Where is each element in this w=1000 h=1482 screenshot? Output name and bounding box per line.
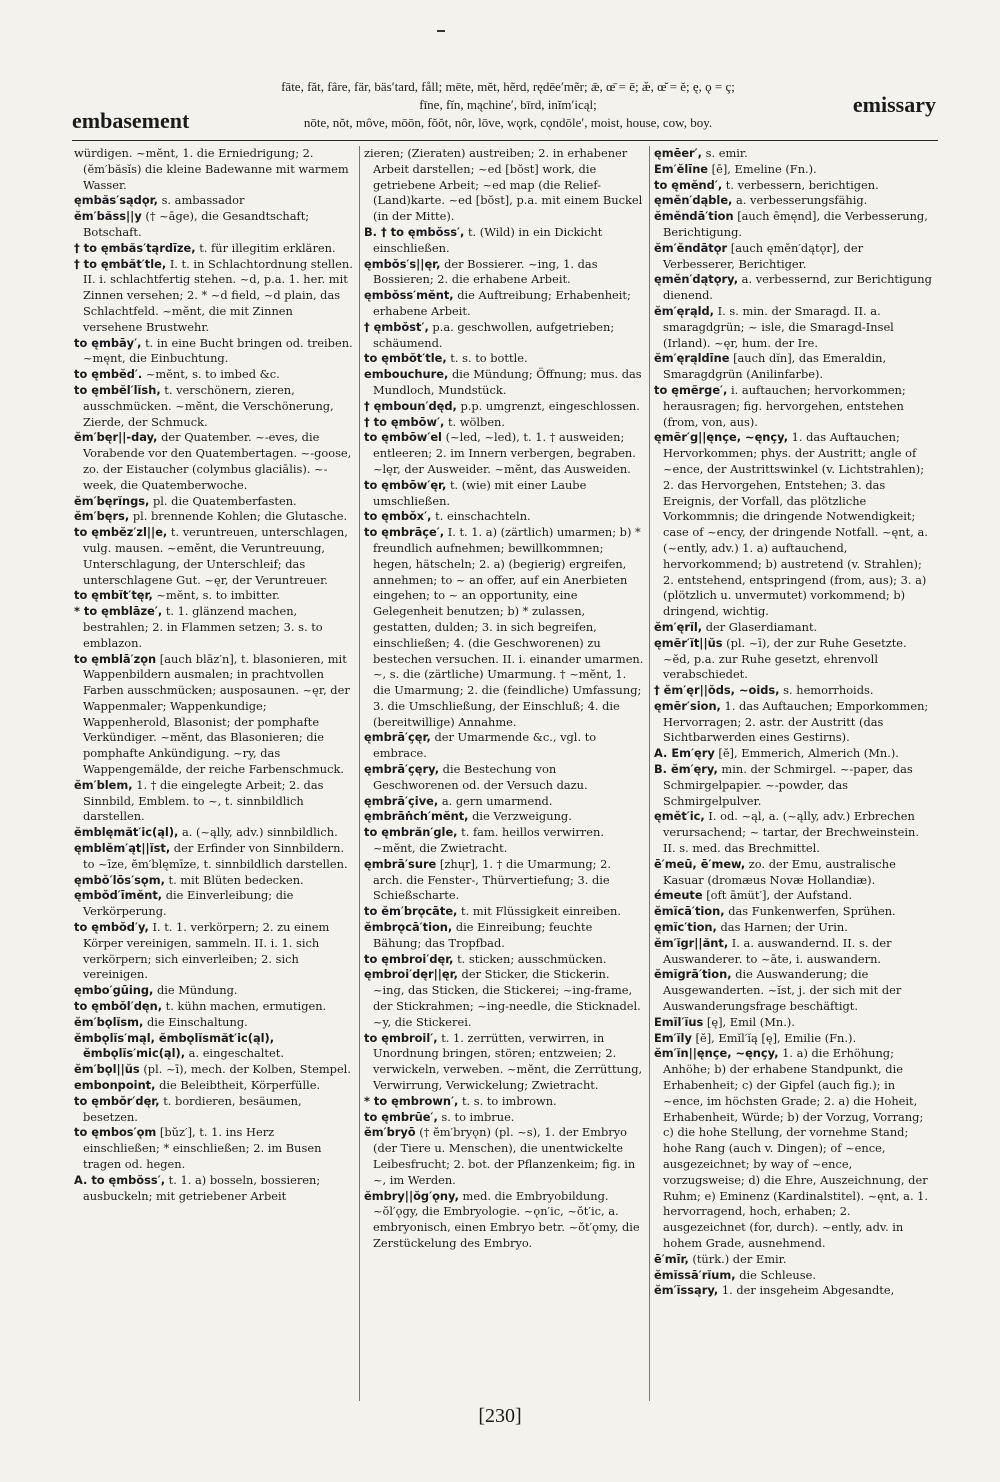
dictionary-entry [364,825,644,857]
headword: B. ĕm′ęry, [654,762,718,777]
dictionary-entry [654,762,934,809]
headword: † to ęmbăs′tąrdīze, [74,240,196,255]
dictionary-entry [654,746,934,762]
definition-text: [bŭz′], t. 1. ins Herz einschließen; * einschließen; 2. im Busen tragen od. hegen. [83,1125,322,1171]
dictionary-entry [364,920,644,952]
dictionary-entry [74,841,354,873]
column-1 [74,146,354,1401]
dictionary-entry [364,430,644,477]
dictionary-entry [654,699,934,746]
headword: † ęmbŏst′, [364,319,429,334]
definition-text: [ē], Emeline (Fn.). [711,161,817,176]
dictionary-entry [654,920,934,936]
dictionary-entry [364,225,644,257]
definition-text: t. (wie) mit einer Laube umschließen. [373,477,587,508]
headword: A. Em′ęry [654,746,715,761]
dictionary-entry [74,209,354,241]
definition-text: 1. das Auftauchen; Hervorkommen; phys. der Austritt; angle of ~ence, der Austrittswinkel (v. Lichtstrahlen); 2. das Hervorgehen, Entstehen; 3. das Ereignis, der Vorfall, das plötzliche Vorkommnis; die dringende Notwendigkeit; case of ~ency, der dringende Notfall. ~ęnt, a. (~ently, adv.) 1. a) auftauchend, hervorkommend; b) austretend (v. Strahlen); 2. entstehend, entspringend (from, aus); 3. a) (plötzlich u. unvermutet) vorkommend; b) dringend, wichtig. [663,430,928,619]
headword: to ęmbŏt′tle, [364,351,447,366]
definition-text: pl. brennende Kohlen; die Glutasche. [132,509,348,524]
dictionary-entry [74,778,354,825]
headword: embonpoint, [74,1078,156,1093]
headword: to ęmĕnd′, [654,177,723,192]
definition-text: [oft āmüt′], der Aufstand. [706,888,853,903]
definition-text: [auch ęmĕn′dątǫr], der Verbesserer, Berichtiger. [663,240,864,271]
dictionary-entry [654,936,934,968]
headword: ĕmbry||ŏg′ǫny, [364,1188,459,1203]
right-guide-word: emissary [852,92,936,117]
definition-text: († ~āge), die Gesandtschaft; Botschaft. [83,209,310,239]
headword: ęmbrāṅch′mĕnt, [364,809,469,824]
definition-text: die Schleuse. [739,1267,816,1282]
definition-text: die Bestechung von Geschworenen od. der Versuch dazu. [373,762,588,792]
headword: ĕm′ĭn||ęnçe, ~ęnçy, [654,1046,779,1061]
dictionary-entry [74,873,354,889]
dictionary-entry [654,241,934,273]
running-header [70,78,936,138]
definition-text: p.p. umgrenzt, eingeschlossen. [460,398,640,413]
headword: ęmbŏd′īmĕnt, [74,888,163,903]
headword: † ęmboun′dęd, [364,398,457,413]
definition-text: (pl. ~ī), der zur Ruhe Gesetzte. ~ĕd, p.a. zur Ruhe gesetzt, ehrenvoll verabschiedet. [663,635,907,682]
column-divider [649,146,650,1401]
dictionary-entry [74,241,354,257]
headword: ĕm′bęrs, [74,509,130,524]
definition-text: die Einreibung; feuchte Bähung; das Tropfbad. [373,920,593,950]
dictionary-entry [74,193,354,209]
headword: to ęmbōw′el [364,430,442,445]
headword: ĕm′ęrĭl, [654,619,703,634]
top-mark [437,30,445,32]
headword: ĕm′bęr||-day, [74,430,158,445]
definition-text: min. der Schmirgel. ~-paper, das Schmirgelpapier. ~-powder, das Schmirgelpulver. [663,762,913,808]
definition-text: zo. der Emu, australische Kasuar (dromæus Novæ Hollandiæ). [663,856,896,887]
dictionary-entry [654,1015,934,1031]
headword: to ęmbrăn′gle, [364,825,458,840]
dictionary-entry [654,146,934,162]
dictionary-entry [364,415,644,431]
headword: ĕmbǫlĭs′mąl, ĕmbǫlĭsmăt′ic(ąl), ĕmbǫlĭs′mic(ąl), [74,1030,275,1061]
headword: ęmbăs′sądǫr, [74,193,158,208]
headword: ĕmĭcā′tion, [654,904,725,919]
dictionary-entry [654,904,934,920]
headword: ęmbrā′çive, [364,793,439,808]
definition-text: das Funkenwerfen, Sprühen. [728,904,896,919]
dictionary-entry [654,809,934,856]
definition-text: die Auftreibung; Erhabenheit; erhabene Arbeit. [373,288,631,318]
headword: to ęmbĭt′tęr, [74,588,153,603]
definition-text: I. od. ~ąl, a. (~ąlly, adv.) Erbrechen verursachend; ~ tartar, der Brechweinstein. II. s. med. das Brechmittel. [663,809,919,856]
dictionary-entry [74,1094,354,1126]
definition-text: die Einschaltung. [147,1014,248,1029]
dictionary-entry [74,494,354,510]
dictionary-entry [364,794,644,810]
headword: † to ęmbăt′tle, [74,256,167,271]
dictionary-entry [654,193,934,209]
dictionary-entry [654,1046,934,1251]
dictionary-entry [364,1125,644,1188]
dictionary-entry [74,999,354,1015]
dictionary-entry [654,209,934,241]
definition-text: [ę], Emil (Mn.). [706,1014,795,1029]
dictionary-entry [654,1252,934,1268]
headword: ęmẽr′sion, [654,698,721,713]
definition-text: [auch dĭn], das Emeraldin, Smaragdgrün (Anilinfarbe). [663,351,887,382]
dictionary-entry [654,888,934,904]
headword: A. to ęmbŏss′, [74,1172,166,1187]
definition-text: t. mit Flüssigkeit einreiben. [461,904,621,919]
headword: ęmblĕm′ąt||ĭst, [74,841,171,856]
dictionary-entry [654,683,934,699]
dictionary-entry [74,983,354,999]
dictionary-entry [74,383,354,430]
dictionary-entry [74,525,354,588]
dictionary-entry [364,288,644,320]
headword: to ęmbrāçe′, [364,525,445,540]
definition-text: a. verbessernd, zur Berichtigung dienend. [663,272,932,303]
headword: ęmĕn′dątǫry, [654,272,739,287]
headword: to ęmbĕd′. [74,367,143,382]
definition-text: (pl. ~ī), mech. der Kolben, Stempel. [143,1062,351,1077]
headword: ĕm′ĕndātǫr [654,240,728,255]
definition-text: t. für illegitim erklären. [199,240,336,255]
definition-text: der Sticker, die Stickerin. ~ing, das Sticken, die Stickerei; ~ing-frame, der Stickrahmen; ~ing-needle, die Sticknadel. ~y, die Stickerei. [373,967,641,1029]
definition-text: der Glaserdiamant. [705,619,818,634]
definition-text: die Mündung. [156,983,238,998]
dictionary-entry [364,257,644,289]
headword: ĕm′bǫl||ŭs [74,1062,140,1077]
headword: ęmĕt′ic, [654,809,705,824]
dictionary-entry [654,304,934,351]
headword: ęmẽr′ĭt||ŭs [654,635,723,650]
headword: to ĕm′brǫcāte, [364,904,458,919]
dictionary-entry [364,367,644,399]
headword: ęmbŏs′s||ęr, [364,256,441,271]
headword: * to ęmblāze′, [74,604,163,619]
headword: ęmẽr′g||ęnçe, ~ęnçy, [654,430,789,445]
definition-text: I. t. in Schlachtordnung stellen. II. i. schlachtfertig stehen. ~d, p.a. 1. her. mit Zinnen versehen; 2. * ~d field, ~d plain, das Schlachtfeld. ~mĕnt, die mit Zinnen versehene Brustwehr. [83,256,353,334]
headword: ĕm′băss||y [74,209,142,224]
dictionary-entry [654,967,934,1014]
dictionary-entry [364,967,644,1030]
pronunciation-line: fīne, fĭn, mąchine′, bīrd, inĭm′icąl; [419,97,597,112]
headword: † ĕm′ęr||ŏds, ~oids, [654,683,780,698]
definition-text: p.a. geschwollen, aufgetrieben; schäumend. [373,319,615,350]
dictionary-entry [74,257,354,336]
dictionary-entry [74,652,354,778]
definition-text: a. gern umarmend. [441,793,553,808]
headword: to ęmbŏd′y, [74,920,149,935]
definition-text: a. verbesserungsfähig. [736,193,868,208]
definition-text: ~mĕnt, s. to imbitter. [156,588,280,603]
headword: émeute [654,888,703,903]
definition-text: t. sticken; ausschmücken. [457,951,607,966]
dictionary-entry [654,178,934,194]
headword: ĕmĕndā′tion [654,209,734,224]
definition-text: t. 1. a) bosseln, bossieren; ausbuckeln; mit getriebener Arbeit [83,1172,321,1203]
left-guide-word: embasement [72,108,190,133]
definition-text: t. veruntreuen, unterschlagen, vulg. mausen. ~emĕnt, die Veruntreuung, Unterschlagung, der Unterschleif; das unterschlagene Gut. ~ęr, der Veruntreuer. [83,525,348,587]
pronunciation-line: fāte, făt, fâre, fär, bäs′tard, fåll; mēte, mĕt, hẽrd, rędēe′mẽr; ǣ, œ̄ = ē; æ̆, œ̆ = ĕ; ę, ǫ = ç; [281,79,735,94]
headword: to ęmbrūe′, [364,1109,438,1124]
header-rule [72,140,938,141]
headword: to ęmbroil′, [364,1030,438,1045]
dictionary-entry [654,272,934,304]
dictionary-entry [654,162,934,178]
definition-text: die Beleibtheit, Körperfülle. [159,1078,321,1093]
dictionary-entry [364,399,644,415]
dictionary-entry [74,336,354,368]
definition-text: (~led, ~led), t. 1. † ausweiden; entleeren; 2. im Innern verbergen, begraben. ~lęr, der Ausweider. ~mĕnt, das Ausweiden. [373,430,636,476]
headword: ĕm′ĭssąry, [654,1283,719,1298]
dictionary-entry [364,952,644,968]
dictionary-entry [654,383,934,430]
headword: ęmbo′gūing, [74,983,154,998]
definition-text: med. die Embryobildung. ~ŏl′ǫgy, die Embryologie. ~ǫn′ic, ~ŏt′ic, a. embryonisch, einen Embryo betr. ~ŏt′ǫmy, die Zerstückelung des Embryo. [373,1188,640,1250]
column-divider [359,146,360,1401]
page-number: [230] [478,1405,522,1427]
dictionary-entry [364,904,644,920]
headword: Em′ĭly [654,1030,692,1045]
dictionary-entry [364,525,644,730]
dictionary-entry [364,762,644,794]
definition-text: die Mündung; Öffnung; mus. das Mundloch, Mundstück. [373,367,642,397]
headword: Em′ĕlīne [654,161,709,176]
definition-text: die Verzweigung. [472,809,572,824]
dictionary-entry [364,1189,644,1252]
definition-text: i. auftauchen; hervorkommen; herausragen; fig. hervorgehen, entstehen (from, von, aus). [663,382,906,429]
definition-text: a. (~ąlly, adv.) sinnbildlich. [182,825,338,840]
dictionary-entry [654,1283,934,1299]
dictionary-entry [364,1094,644,1110]
dictionary-entry [74,825,354,841]
headword: ęmĕn′dąble, [654,193,733,208]
definition-text: [auch blāz′n], t. blasonieren, mit Wappenbildern ausmalen; in prachtvollen Farben ausschmücken; ausposaunen. ~ęr, der Wappenmaler; Wappenkundige; Wappenherold, Blasonist; der pomphafte Verkündiger. ~mĕnt, das Blasonieren; die pomphafte Ankündigung. ~ry, das Wappengemälde, der reiche Farbenschmuck. [83,651,350,777]
dictionary-entry [654,857,934,889]
dictionary-entry [364,809,644,825]
definition-text: die Auswanderung; die Ausgewanderten. ~ĭst, j. der sich mit der Auswanderungsfrage beschäftigt. [663,967,902,1014]
headword: ęmbroi′dęr||ęr, [364,967,458,982]
dictionary-entry [654,1268,934,1284]
headword: ęmbrā′sure [364,856,437,871]
definition-text: 1. das Auftauchen; Emporkommen; Hervorragen; 2. astr. der Austritt (das Sichtbarwerden eines Gestirns). [663,698,929,745]
dictionary-entry [74,1125,354,1172]
definition-text: s. ambassador [161,193,245,208]
definition-text: ~mĕnt, s. to imbed &c. [145,367,280,382]
dictionary-entry [654,636,934,683]
definition-text: (türk.) der Emir. [692,1251,787,1266]
definition-text: t. mit Blüten bedecken. [168,872,304,887]
dictionary-entry [74,1173,354,1205]
definition-text: t. 1. zerrütten, verwirren, in Unordnung bringen, stören; entzweien; 2. verwickeln, verweben. ~mĕnt, die Zerrüttung, Verwirrung, Verwickelung; Zwietracht. [373,1030,643,1093]
headword: to ęmblā′zǫn [74,651,157,666]
dictionary-entry [74,1062,354,1078]
dictionary-entry [74,604,354,651]
dictionary-entry [364,478,644,510]
definition-text: († ĕm′bryǫn) (pl. ~s), 1. der Embryo (der Tiere u. Menschen), die unentwickelte Leibesfrucht; 2. bot. der Pflanzenkeim; fig. in ~, im Werden. [373,1125,636,1187]
dictionary-entry [364,146,644,225]
definition-text: 1. † die eingelegte Arbeit; 2. das Sinnbild, Emblem. to ~, t. sinnbildlich darstellen. [83,777,324,824]
dictionary-entry [364,509,644,525]
headword: ęmbrā′çęr, [364,730,431,745]
definition-text: würdigen. ~mĕnt, 1. die Erniedrigung; 2. (ĕm′băsĭs) die kleine Badewanne mit warmem Wasser. [74,146,349,192]
headword: ęmbŏ′lōs′sǫm, [74,872,165,887]
definition-text: [ĕ], Emmerich, Almerich (Mn.). [718,746,899,761]
dictionary-entry [654,620,934,636]
definition-text: I. t. 1. a) (zärtlich) umarmen; b) * freundlich aufnehmen; bewillkommnen; hegen, hätscheln; 2. a) (begierig) ergreifen, annehmen; to ~ an offer, auf ein Anerbieten eingehen; to ~ an opportunity, eine Gelegenheit benutzen; b) * zulassen, gestatten, dulden; 3. in sich begreifen, einschließen; 4. (die Geschworenen) zu bestechen versuchen. II. i. einander umarmen. ~, s. die (zärtliche) Umarmung. † ~mĕnt, 1. die Umarmung; 2. die (feindliche) Umfassung; 3. die Umschließung, der Einschluß; 4. die (bereitwillige) Annahme. [373,525,644,729]
definition-text: t. (Wild) in ein Dickicht einschließen. [373,224,603,255]
pronunciation-key [228,78,788,132]
entry-columns [74,146,938,1401]
definition-text: 1. der insgeheim Abgesandte, [721,1283,895,1298]
headword: to ęmbroi′dęr, [364,951,454,966]
headword: to ęmbŏl′dęn, [74,999,163,1014]
definition-text: das Harnen; der Urin. [720,920,848,935]
headword: ĕm′bęrĭngs, [74,493,150,508]
dictionary-entry [654,430,934,620]
headword: ęmbŏss′mĕnt, [364,288,454,303]
dictionary-entry [654,1031,934,1047]
dictionary-entry [364,1110,644,1126]
definition-text: der Bossierer. ~ing, 1. das Bossieren; 2. die erhabene Arbeit. [373,256,598,287]
definition-text: [ĕ], Emĭl′ĭą [ę], Emilie (Fn.). [695,1030,857,1045]
definition-text: t. wölben. [447,414,506,429]
definition-text: s. to imbrue. [441,1109,515,1124]
definition-text: t. einschachteln. [435,509,531,524]
dictionary-entry [364,1031,644,1094]
headword: † to ęmbōw′, [364,414,445,429]
headword: to ęmbĕl′lĭsh, [74,382,161,397]
headword: to ęmẽrge′, [654,382,728,397]
definition-text: [zhųr], 1. † die Umarmung; 2. arch. die Fenster-, Thürvertiefung; 3. die Schießscharte. [373,856,611,903]
column-2 [364,146,644,1401]
headword: to ęmbŏr′dęr, [74,1093,160,1108]
dictionary-entry [74,588,354,604]
headword: B. † to ęmbŏss′, [364,224,465,239]
headword: ĕm′blem, [74,777,133,792]
definition-text: I. t. 1. verkörpern; 2. zu einem Körper vereinigen, sammeln. II. i. 1. sich verkörpern; sich einverleiben; 2. sich vereinigen. [83,920,330,982]
headword: to ęmbāy′, [74,335,142,350]
definition-text: t. bordieren, besäumen, besetzen. [83,1093,302,1124]
definition-text: die Einverleibung; die Verkörperung. [83,888,294,919]
headword: to ęmbōw′ęr, [364,477,447,492]
dictionary-entry [74,1031,354,1063]
headword: to ęmbos′ǫm [74,1125,157,1140]
definition-text: I. a. auswandernd. II. s. der Auswanderer. to ~āte, i. auswandern. [663,935,892,966]
headword: * to ęmbrown′, [364,1093,459,1108]
definition-text: t. s. to bottle. [450,351,528,366]
dictionary-entry [74,1015,354,1031]
headword: ĕm′ęrąldīne [654,351,730,366]
definition-text: der Quatember. ~-eves, die Vorabende vor den Quatembertagen. ~-goose, zo. der Eistaucher (colymbus glaciālis). ~-week, die Quatemberwoche. [83,430,352,492]
definition-text: s. emir. [705,146,748,160]
headword: to ęmbŏx′, [364,509,432,524]
dictionary-entry [364,351,644,367]
definition-text: t. 1. glänzend machen, bestrahlen; 2. in Flammen setzen; 3. s. to emblazon. [83,604,323,650]
definition-text: t. verschönern, zieren, ausschmücken. ~mĕnt, die Verschönerung, Zierde, der Schmuck. [83,382,334,429]
definition-text: t. kühn machen, ermutigen. [165,999,327,1014]
pronunciation-line: nōte, nŏt, môve, mōōn, fŏŏt, nôr, lōve, wǫrk, cǫndōle′, moist, house, cow, boy. [303,115,713,130]
definition-text: [auch ēmęnd], die Verbesserung, Berichtigung. [663,209,928,239]
dictionary-entry [74,920,354,983]
dictionary-entry [74,1078,354,1094]
definition-text: a. eingeschaltet. [188,1046,284,1061]
headword: ęmbrā′çęry, [364,762,440,777]
definition-text: s. hemorrhoids. [783,683,874,698]
headword: ē′mīr, [654,1251,689,1266]
dictionary-entry [74,509,354,525]
headword: ĕmblęmăt′ic(ąl), [74,825,179,840]
definition-text: t. verbessern, berichtigen. [725,177,879,192]
definition-text: t. fam. heillos verwirren. ~mĕnt, die Zwietracht. [373,825,604,856]
headword: ĕm′ĭgr||ănt, [654,935,729,950]
definition-text: t. in eine Bucht bringen od. treiben. ~męnt, die Einbuchtung. [83,335,353,366]
definition-text: pl. die Quatemberfasten. [153,493,297,508]
dictionary-entry [74,430,354,493]
headword: ĕm′ęrąld, [654,303,715,318]
headword: ęmĭc′tion, [654,920,717,935]
headword: ĕm′bryō [364,1125,416,1140]
definition-text: I. s. min. der Smaragd. II. a. smaragdgrün; ~ isle, die Smaragd-Insel (Irland). ~ęr, hum. der Ire. [663,303,894,350]
headword: Emĭl′ĭus [654,1014,704,1029]
headword: embouchure, [364,367,449,382]
dictionary-entry [74,146,354,193]
headword: ĕm′bǫlĭsm, [74,1014,144,1029]
definition-text: t. s. to imbrown. [461,1093,557,1108]
dictionary-entry [364,730,644,762]
dictionary-entry [74,367,354,383]
headword: ęmēer′, [654,146,702,160]
definition-text: zieren; (Zieraten) austreiben; 2. in erhabener Arbeit darstellen; ~ed [bŏst] work, die getriebene Arbeit; ~ed map (die Relief-(Land)karte. ~ed [bŏst], p.a. mit einem Buckel (in der Mitte). [364,146,643,224]
definition-text: 1. a) die Erhöhung; Anhöhe; b) der erhabene Standpunkt, die Erhabenheit; c) der Gipfel (auch fig.); in ~ence, im höchsten Grade; 2. a) die Hoheit, Erhabenheit, Würde; b) der Vorzug, Vorrang; c) die hohe Stellung, der vornehme Stand; hohe Rang (auch v. Dingen); of ~ence, ausgezeichnet; by way of ~ence, vorzugsweise; d) die Ehre, Auszeichnung, der Ruhm; e) Eminenz (Kardinalstitel). ~ęnt, a. 1. hervorragend, hoch, erhaben; 2. ausgezeichnet (for, durch). ~ently, adv. in hohem Grade, ausnehmend. [663,1046,929,1250]
definition-text: der Erfinder von Sinnbildern. to ~īze, ĕm′blęmīze, t. sinnbildlich darstellen. [83,841,348,871]
headword: ē′meū, ē′mew, [654,856,746,871]
headword: to ęmbĕz′zl||e, [74,525,168,540]
dictionary-entry [364,857,644,904]
headword: ĕmbrǫcā′tion, [364,920,453,935]
headword: ĕmĭssā′rĭum, [654,1267,736,1282]
dictionary-entry [74,888,354,920]
headword: ĕmĭgrā′tion, [654,967,732,982]
column-3 [654,146,934,1401]
definition-text: der Umarmende &c., vgl. to embrace. [373,730,597,761]
dictionary-entry [654,351,934,383]
dictionary-entry [364,320,644,352]
